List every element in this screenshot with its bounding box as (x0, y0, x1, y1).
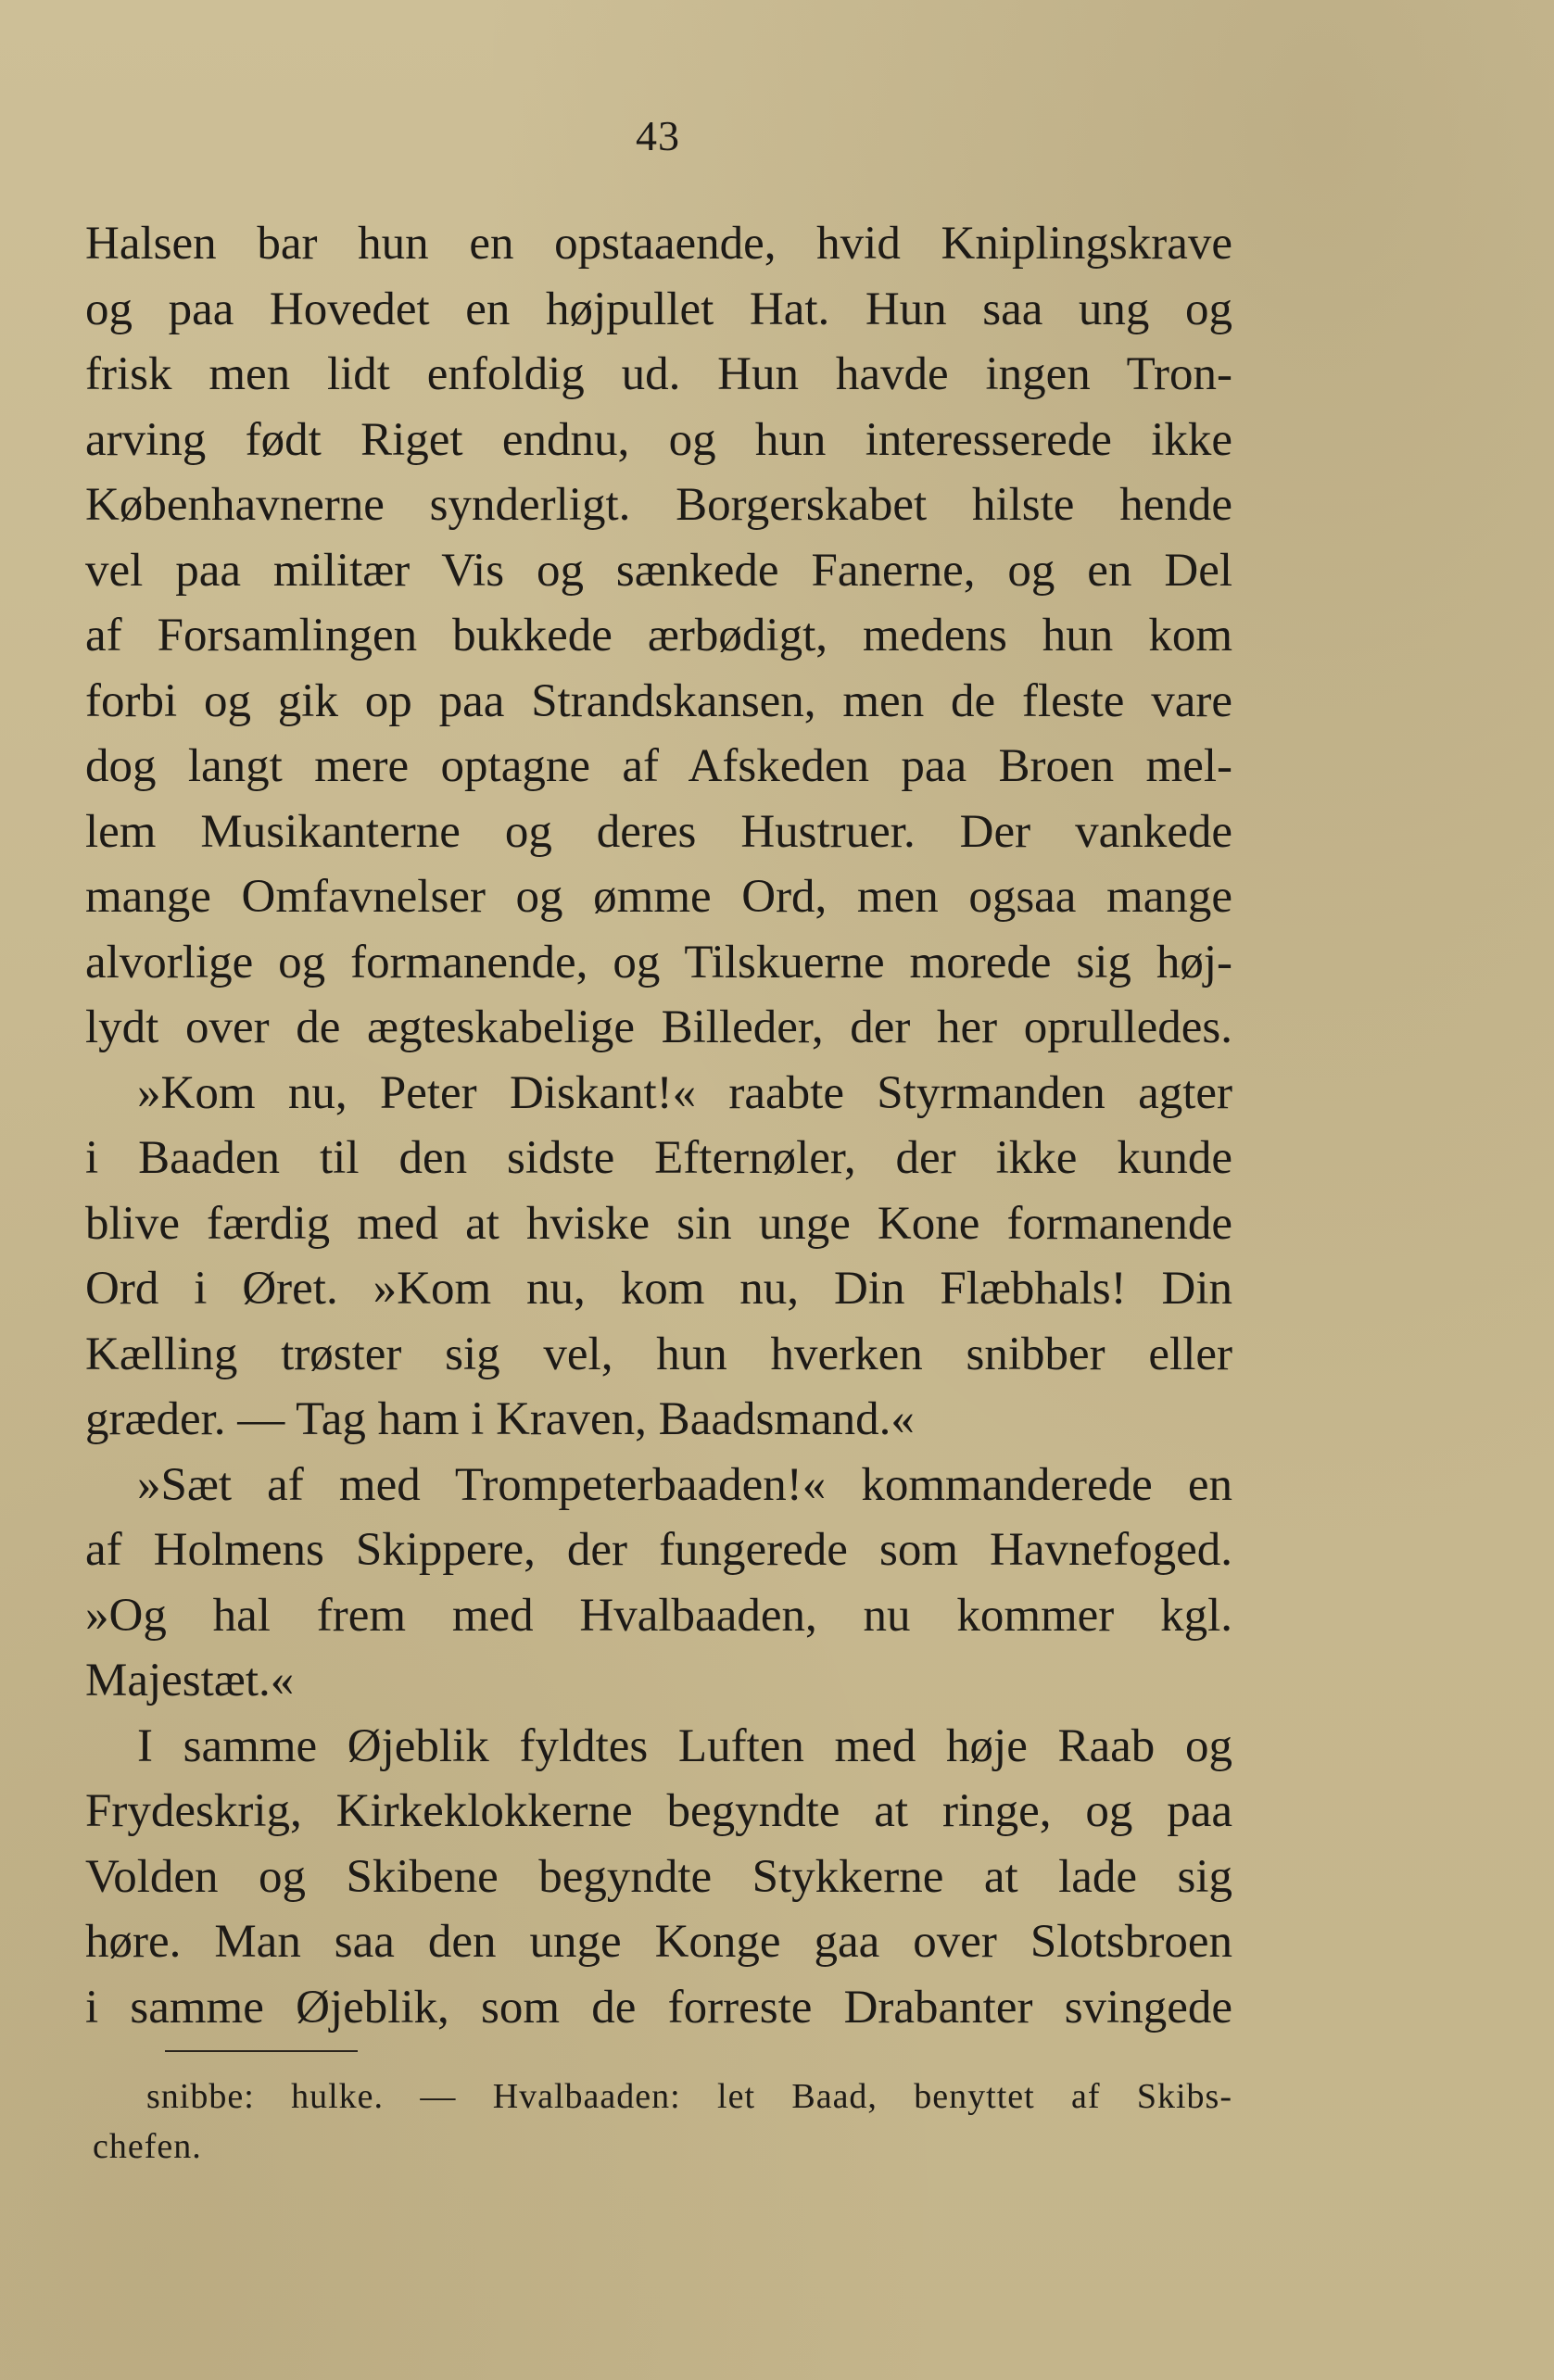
text-line: Frydeskrig, Kirkeklokkerne begyndte at ringe, og paa (85, 1785, 1232, 1837)
text-line: »Sæt af med Trompeterbaaden!« kommanderede en (137, 1458, 1232, 1511)
text-line: Kælling trøster sig vel, hun hverken snibber eller (85, 1328, 1232, 1380)
text-line: og paa Hovedet en højpullet Hat. Hun saa ung og (85, 283, 1232, 335)
text-line: høre. Man saa den unge Konge gaa over Slotsbroen (85, 1916, 1232, 1968)
footnote-line: snibbe: hulke. — Hvalbaaden: let Baad, benyttet af Skibs- (146, 2077, 1232, 2116)
footnote (93, 2071, 1232, 2172)
text-line: forbi og gik op paa Strandskansen, men de fleste vare (85, 674, 1232, 727)
text-line: i Baaden til den sidste Efternøler, der ikke kunde (85, 1132, 1232, 1184)
footnote-line: chefen. (93, 2127, 202, 2166)
text-line: Volden og Skibene begyndte Stykkerne at lade sig (85, 1850, 1232, 1903)
text-line: I samme Øjeblik fyldtes Luften med høje Raab og (137, 1719, 1232, 1772)
text-line: Halsen bar hun en opstaaende, hvid Kniplingskrave (85, 218, 1232, 270)
text-line: Majestæt.« (85, 1655, 295, 1706)
text-line: af Holmens Skippere, der fungerede som Havnefoged. (85, 1524, 1232, 1576)
text-line: Ord i Øret. »Kom nu, kom nu, Din Flæbhals! Din (85, 1263, 1232, 1315)
text-line: arving født Riget endnu, og hun interesserede ikke (85, 413, 1232, 466)
text-line: »Kom nu, Peter Diskant!« raabte Styrmanden agter (137, 1066, 1232, 1119)
text-line: i samme Øjeblik, som de forreste Drabanter svingede (85, 1981, 1232, 2034)
footnote-divider (165, 2050, 358, 2052)
text-line: lem Musikanterne og deres Hustruer. Der vankede (85, 805, 1232, 858)
text-line: alvorlige og formanende, og Tilskuerne morede sig høj- (85, 936, 1232, 989)
text-line: vel paa militær Vis og sænkede Fanerne, og en Del (85, 544, 1232, 597)
text-line: mange Omfavnelser og ømme Ord, men ogsaa mange (85, 871, 1232, 923)
text-line: af Forsamlingen bukkede ærbødigt, medens hun kom (85, 610, 1232, 661)
text-line: »Og hal frem med Hvalbaaden, nu kommer kgl. (85, 1589, 1232, 1642)
page-number: 43 (636, 112, 680, 159)
text-line: blive færdig med at hviske sin unge Kone formanende (85, 1197, 1232, 1250)
text-line: Københavnerne synderligt. Borgerskabet hilste hende (85, 479, 1232, 531)
text-line: græder. — Tag ham i Kraven, Baadsmand.« (85, 1393, 915, 1445)
text-line: frisk men lidt enfoldig ud. Hun havde ingen Tron- (85, 348, 1232, 400)
body-text (85, 211, 1232, 2040)
text-line: lydt over de ægteskabelige Billeder, der her oprulledes. (85, 1001, 1232, 1053)
text-line: dog langt mere optagne af Afskeden paa Broen mel- (85, 740, 1232, 792)
